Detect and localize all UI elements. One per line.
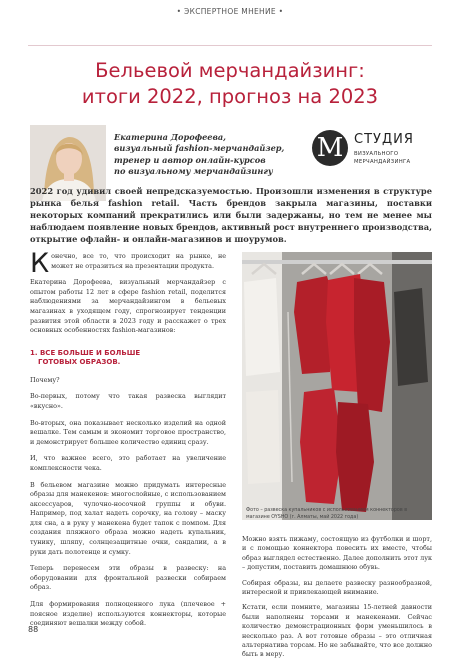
swimwear-rack-photo xyxy=(242,252,432,520)
opening-text: онечно, все то, что происходит на рынке, не может не отразиться на презентации продукта. xyxy=(51,252,226,270)
paragraph: И, что важнее всего, это работает на увеличение комплексности чека. xyxy=(30,454,226,472)
studio-logo xyxy=(312,130,436,178)
paragraph: Во-первых, потому что такая развеска выглядит «вкусно». xyxy=(30,392,226,410)
opening-paragraph xyxy=(30,248,226,279)
logo-subtitle-2: МЕРЧАНДАЙЗИНГА xyxy=(354,158,411,165)
paragraph: Теперь перенесем эти образы в развеску: на оборудовании для фронтальной развески собираем образ. xyxy=(30,564,226,592)
section-tag: • ЭКСПЕРТНОЕ МНЕНИЕ • xyxy=(176,7,284,16)
photo-caption: Фото – развеска купальников с использованием коннекторов в магазине OYSHO (г. Алматы, май 2022 года) xyxy=(246,508,408,520)
article-title xyxy=(30,58,430,110)
page-number: 88 xyxy=(28,625,39,634)
author-name: Екатерина Дорофеева, xyxy=(114,132,227,142)
paragraph: Можно взять пижаму, состоящую из футболки и шорт, и с помощью коннектора повесить их вместе, чтобы образ выглядел естественно. Далее дополнить этот лук – допустим, поставить домашнюю обувь. xyxy=(242,535,432,572)
paragraph: В бельевом магазине можно придумать интересные образы для манекенов: многослойные, с использованием аксессуаров, чулочно-носочной группы и обуви. Например, под халат надеть сорочку, на голову – маску для сна, а в руку у манекена будет тапок с помпом. Для создания пляжного образа можно надеть купальник, тунику, шляпу, солнцезащитные очки, сандалии, а в руки дать полотенце и сумку. xyxy=(30,480,226,556)
paragraph: Кстати, если помните, магазины 15-летней давности были наполнены торсами и манекенами. Сейчас количество демонстрационных форм уменьшилось в несколько раз. А вот готовые образы – это отличная альтернатива торсам. Но не забывайте, что все должно быть в меру. xyxy=(242,603,432,659)
drop-cap: К xyxy=(30,248,50,279)
heading-line-1: 1. ВСЕ БОЛЬШЕ И БОЛЬШЕ xyxy=(30,348,141,357)
logo-mark-icon: M xyxy=(312,130,348,166)
paragraph: Собирая образы, вы делаете развеску разнообразной, интересной и привлекающей внимание. xyxy=(242,578,432,597)
logo-subtitle-1: ВИЗУАЛЬНОГО xyxy=(354,151,399,157)
paragraph: Почему? xyxy=(30,375,60,384)
logo-subtitle xyxy=(354,151,434,166)
title-line-1: Бельевой мерчандайзинг: xyxy=(95,59,365,82)
author-role: визуальный fashion-мерчандайзер, xyxy=(114,143,285,154)
author-role-3: по визуальному мерчандайзингу xyxy=(114,165,273,176)
logo-title: СТУДИЯ xyxy=(354,132,414,147)
author-role-2: тренер и автор онлайн-курсов xyxy=(114,154,266,165)
right-column xyxy=(242,535,432,666)
heading-line-2: ГОТОВЫХ ОБРАЗОВ. xyxy=(38,358,121,367)
title-line-2: итоги 2022, прогноз на 2023 xyxy=(81,85,379,108)
header-divider xyxy=(28,45,432,46)
lead-paragraph: 2022 год удивил своей непредсказуемостью. Произошли изменения в структуре рынка белья fashion retail. Часть брендов закрыла магазины, поставки некоторых компаний прекратились или были задержаны, но тем не менее мы наблюдаем появление новых брендов, активный рост внутреннего производства, открытие офлайн- и онлайн-магазинов и шоурумов. xyxy=(30,186,432,245)
intro-paragraph: Екатерина Дорофеева, визуальный мерчандайзер с опытом работы 12 лет в сфере fashion retail, поделится наблюдениями за мерчандайзингом в бельевых магазинах в уходящем году, спрогнозирует тенденции развития этой области в 2023 году и расскажет о трех основных особенностях fashion-магазинов: xyxy=(30,278,226,335)
author-credit xyxy=(114,132,294,177)
paragraph: Для формирования полноценного лука (плечевое + поясное изделие) используются коннекторы, которые соединяют вешалки между собой. xyxy=(30,600,226,628)
section-heading xyxy=(30,349,226,368)
paragraph: Во-вторых, она показывает несколько изделий на одной вешалке. Тем самым и экономит торговое пространство, и демонстрирует большее количество единиц сразу. xyxy=(30,418,226,446)
left-column xyxy=(30,248,226,636)
